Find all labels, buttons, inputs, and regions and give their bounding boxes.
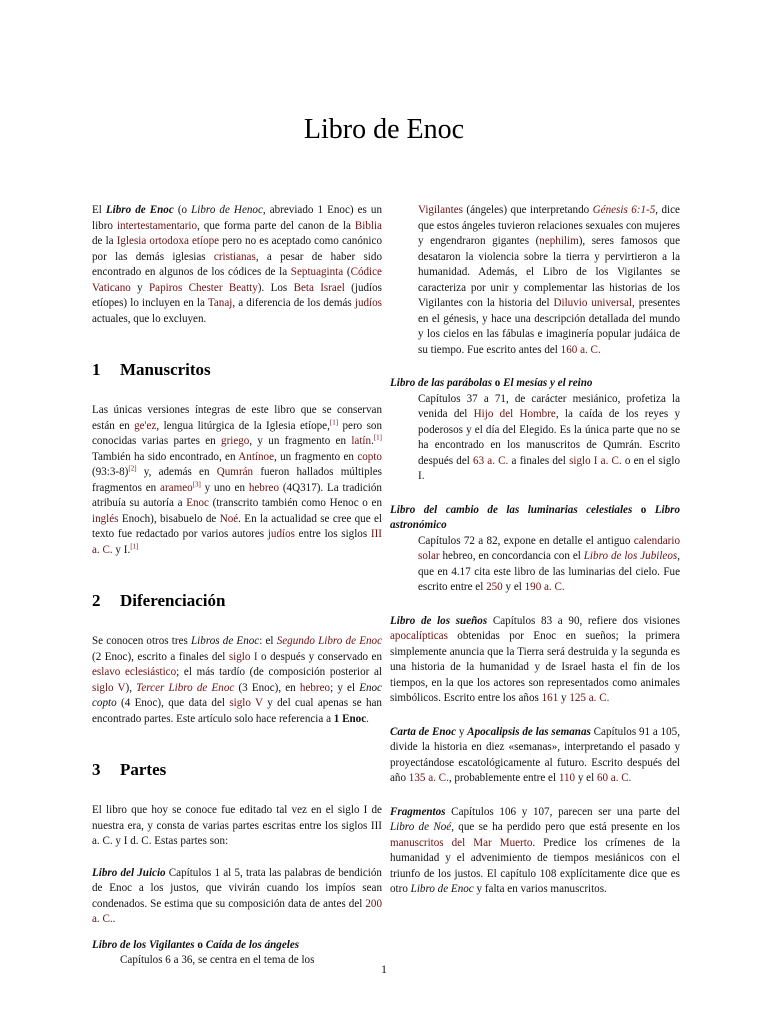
link-griego[interactable]: griego [221,435,250,447]
link-latin[interactable]: latín [351,435,372,447]
link-siglo-i[interactable]: siglo I [228,650,258,663]
link-200ac[interactable]: 200 a. C. [92,897,382,925]
def-libro-luminarias: Libro del cambio de las luminarias celestiales o Libro astronómico Capítulos 72 a 82, expone en detalle el antiguo calendario solar hebreo, en concordancia con el Libro de los Jubileos, que en 4.17 cita este libro de las luminarias del cielo. Fue escrito entre el 250 y el 190 a. C. [390,503,680,593]
intro-paragraph: El Libro de Enoc (o Libro de Henoc, abreviado 1 Enoc) es un libro intertestamentario, que forma parte del canon de la Biblia de la Iglesia ortodoxa etíope pero no es aceptado como canónico por las demás iglesias cristianas, a pesar de haber sido encontrado en algunos de los códices de la Septuaginta (Códice Vaticano y Papiros Chester Beatty). Los Beta Israel (judíos etíopes) lo incluyen en la Tanaj, a diferencia de los demás judíos actuales, que lo excluyen. [92,204,383,325]
link-biblia[interactable]: Biblia [354,219,382,232]
page-title: Libro de Enoc [303,114,465,145]
link-intertestamentario[interactable]: intertestamentario [116,219,198,232]
link-161[interactable]: 161 [541,692,559,704]
link-codice-vaticano[interactable]: Códice Vaticano [92,266,382,294]
link-beta-israel[interactable]: Beta Israel [293,281,345,294]
def-libro-vigilantes-cont: Vigilantes (ángeles) que interpretando Génesis 6:1-5, dice que estos ángeles tuvieron relaciones sexuales con mujeres y engendraron gigantes (nephilim), seres famosos que desataron la violencia sobre la tierra y pervirtieron a la humanidad. Además, el Libro de los Vigilantes se caracteriza por unir y complementar las historias de los Vigilantes con la historia del Diluvio universal, presentes en el génesis, y hace una descripción detallada del mundo y los cielos en las fábulas e imaginería popular judáica de su tiempo. Fue escrito antes del 160 a. C. [418,204,681,356]
ref-link[interactable]: [1] [373,433,383,442]
ref-link[interactable]: [1] [130,541,139,550]
def-libro-vigilantes: Libro de los Vigilantes o Caída de los ángeles Capítulos 6 a 36, se centra en el tema de los [92,938,315,966]
link-siglo-v[interactable]: siglo V [92,681,126,694]
link-eslavo[interactable]: eslavo eclesiástico [92,666,177,678]
left-column [92,203,382,969]
link-vigilantes[interactable]: Vigilantes [418,204,463,216]
section-heading-partes: 3 Partes [92,760,167,779]
def-fragmentos: Fragmentos Capítulos 106 y 107, parecen ser una parte del Libro de Noé, que se ha perdido pero que está presente en los manuscritos del Mar Muerto. Predice los crímenes de la humanidad y el advenimiento de tiempos mesiánicos con el triunfo de los justos. El capítulo 108 explícitamente dice que es otro Libro de Enoc y falta en varios manuscritos. [390,805,680,895]
link-cristianas[interactable]: cristianas [213,250,256,263]
manuscritos-paragraph: Las únicas versiones íntegras de este libro que se conservan están en ge'ez, lengua litúrgica de la Iglesia etíope,[1] pero son conocidas varias partes en griego, y un fragmento en latín.[1] También ha sido encontrado, en Antínoe, un fragmento en copto (93:3-8)[2] y, además en Qumrán fueron hallados múltiples fragmentos en arameo[3] y uno en hebreo (4Q317). La tradición atribuía su autoría a Enoc (transcrito también como Henoc o en inglés Enoch), bisabuelo de Noé. En la actualidad se cree que el texto fue redactado por varios autores judíos entre los siglos III a. C. y I.[1] [92,404,383,556]
link-190ac[interactable]: 190 a. C. [524,581,565,593]
link-siglo-i-ac[interactable]: siglo I a. C. [569,454,622,467]
link-125ac[interactable]: 125 a. C. [569,692,610,704]
link-enoc[interactable]: Enoc [186,497,209,509]
section-heading-diferenciacion: 2 Diferenciación [92,591,226,610]
link-ingles[interactable]: inglés [92,512,119,525]
link-hijo-hombre[interactable]: Hijo del Hombre [473,408,556,420]
link-judios[interactable]: judíos [354,297,382,309]
link-mar-muerto[interactable]: manuscritos del Mar Muerto [390,836,533,849]
ref-link[interactable]: [1] [329,417,339,426]
partes-intro: El libro que hoy se conoce fue editado tal vez en el siglo I de nuestra era, y consta de varias partes escritas entre los siglos III a. C. y I d. C. Estas partes son: [92,804,382,847]
link-hebreo[interactable]: hebreo [248,481,280,494]
link-apocalipticas[interactable]: apocalípticas [390,630,448,642]
link-calendario[interactable]: calendario solar [418,534,680,562]
right-column [390,203,680,898]
link-iglesia-etiope[interactable]: Iglesia ortodoxa etíope [116,235,220,247]
def-carta-enoc: Carta de Enoc y Apocalipsis de las semanas Capítulos 91 a 105, divide la historia en diez «semanas», interpretando el pasado y proyectándose escatológicamente al futuro. Escrito después del año 135 a. C., probablemente entre el 110 y el 60 a. C. [390,725,681,784]
link-jubileos[interactable]: Libro de los Jubileos [583,550,678,562]
link-noe[interactable]: Noé [219,512,239,525]
diferenciacion-paragraph: Se conocen otros tres Libros de Enoc: el Segundo Libro de Enoc (2 Enoc), escrito a finales del siglo I o después y conservado en eslavo eclesiástico; el más tardío (de composición posterior al siglo V), Tercer Libro de Enoc (3 Enoc), en hebreo; y el Enoc copto (4 Enoc), que data del siglo V y del cual apenas se han encontrado partes. Este artículo solo hace referencia a 1 Enoc. [92,635,383,725]
link-qumran[interactable]: Qumrán [216,466,254,478]
link-diluvio[interactable]: Diluvio universal [553,297,633,309]
def-libro-parabolas: Libro de las parábolas o El mesías y el reino Capítulos 37 a 71, de carácter mesiánico, profetiza la venida del Hijo del Hombre, la caída de los reyes y poderosos y el día del Elegido. Es la única parte que no se ha encontrado en los manuscritos de Qumrán. Escrito después del 63 a. C. a finales del siglo I a. C. o en el siglo I. [390,377,680,482]
link-genesis[interactable]: Génesis 6:1-5 [592,204,656,216]
link-arameo[interactable]: arameo [160,481,193,494]
link-septuaginta[interactable]: Septuaginta [290,266,344,278]
page-number: 1 [381,962,387,976]
link-160ac[interactable]: 160 a. C. [560,343,601,356]
def-libro-suenos: Libro de los sueños Capítulos 83 a 90, refiere dos visiones apocalípticas obtenidas por Enoc en sueños; la primera simplemente anuncia que la Tierra será destruida y la segunda es una historia de la humanidad y de Israel hasta el fin de los tiempos, en la que los actores son representados como animales simbólicos. Escrito entre los años 161 y 125 a. C. [390,614,680,704]
link-segundo-libro[interactable]: Segundo Libro de Enoc [276,635,382,647]
link-tercer-libro[interactable]: Tercer Libro de Enoc [136,681,235,694]
link-nephilim[interactable]: nephilim [539,235,579,247]
link-antinoe[interactable]: Antínoe [238,450,275,463]
link-135ac[interactable]: 135 a. C. [408,772,449,784]
def-libro-juicio: Libro del Juicio Capítulos 1 al 5, trata las palabras de bendición de Enoc a los justos, que vivirán cuando los impíos sean condenados. Se estima que su composición data de antes del 200 a. C.. [92,866,382,925]
link-hebreo[interactable]: hebreo [299,681,331,694]
link-geez[interactable]: ge'ez [134,419,157,432]
link-siglo-v[interactable]: siglo V [229,697,263,709]
link-judios[interactable]: judíos [267,528,295,540]
link-copto[interactable]: copto [357,450,382,463]
ref-link[interactable]: [3] [192,479,201,488]
book-name: Libro de Enoc [105,204,174,216]
link-60ac[interactable]: 60 a. C. [596,772,632,784]
link-papiros[interactable]: Papiros Chester Beatty [149,281,258,294]
link-siglo-iii[interactable]: III a. C. [92,528,382,556]
section-heading-manuscritos: 1 Manuscritos [92,360,211,379]
ref-link[interactable]: [2] [128,464,137,473]
link-tanaj[interactable]: Tanaj [207,297,233,309]
link-63ac[interactable]: 63 a. C. [473,454,509,467]
link-110[interactable]: 110 [558,772,576,784]
link-250[interactable]: 250 [486,581,503,593]
